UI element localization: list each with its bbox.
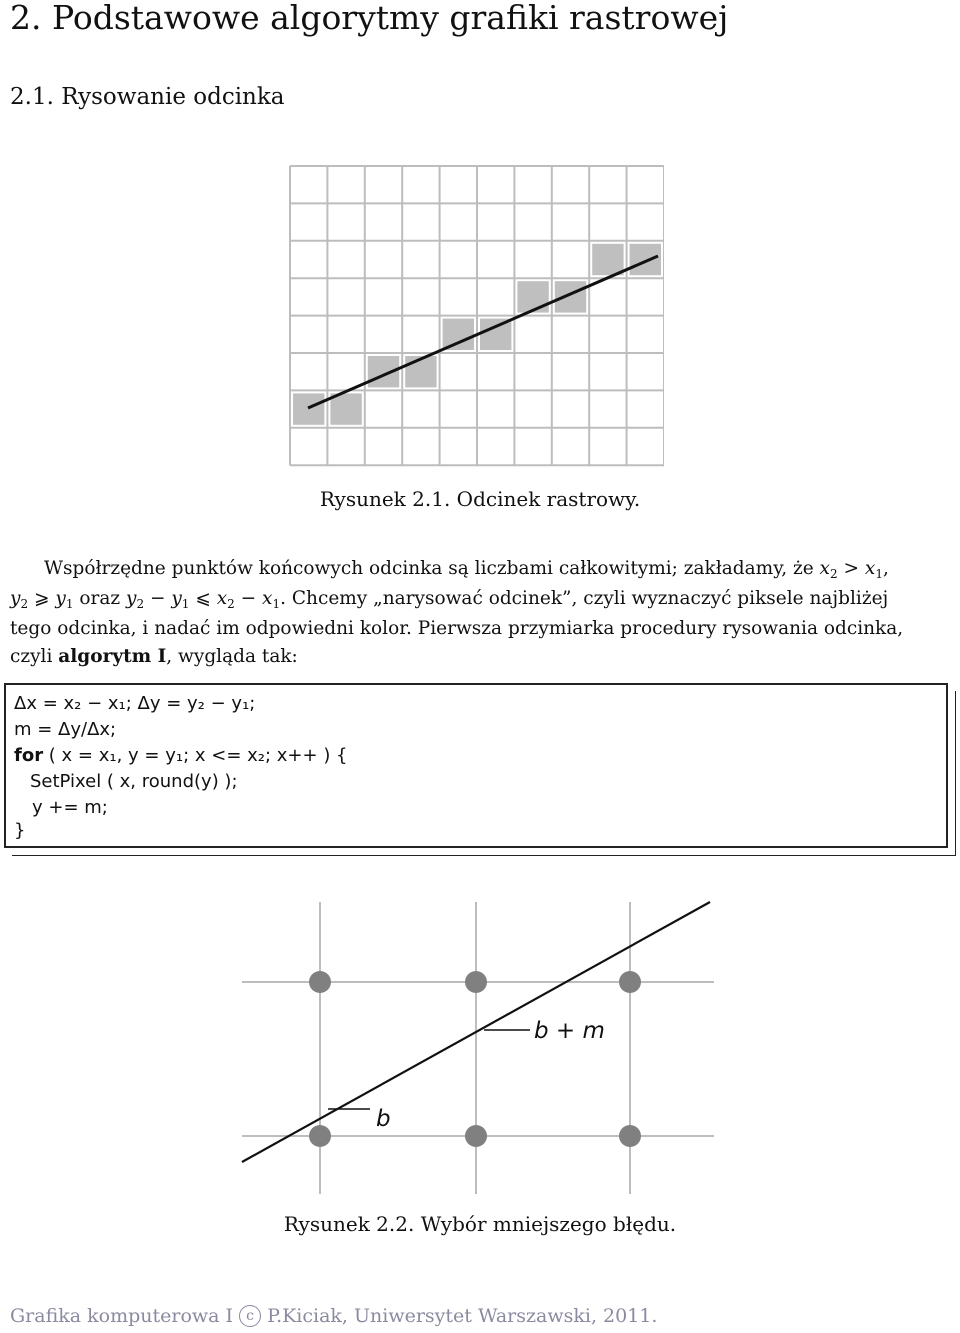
lattice-point: [619, 1125, 641, 1147]
page-footer: Grafika komputerowa I c P.Kiciak, Uniwersytet Warszawski, 2011.: [10, 1305, 658, 1327]
code-line: SetPixel ( x, round(y) );: [30, 771, 238, 792]
for-keyword: for: [14, 745, 44, 766]
paragraph-line: tego odcinka, i nadać im odpowiedni kolor. Pierwsza przymiarka procedury rysowania odcinka,: [10, 618, 904, 639]
raster-pixel: [330, 393, 361, 424]
code-line: m = Δy/Δx;: [14, 719, 117, 740]
code-line: Δx = x₂ − x₁; Δy = y₂ − y₁;: [14, 693, 256, 714]
algorithm-code-box: [4, 683, 948, 848]
raster-pixel: [443, 319, 474, 350]
figure-caption: Rysunek 2.1. Odcinek rastrowy.: [319, 487, 641, 511]
algorithm-name: algorytm I: [58, 646, 167, 667]
code-line: y += m;: [32, 797, 108, 818]
lattice-grid: [242, 902, 714, 1194]
lattice-point: [309, 1125, 331, 1147]
code-line: }: [14, 820, 26, 841]
raster-pixel: [555, 281, 586, 312]
label-b-plus-m: b + m: [534, 1018, 605, 1044]
section-title: 2.1. Rysowanie odcinka: [10, 84, 285, 110]
paragraph-line: $y_2$ ⩾ $y_1$ oraz $y_2 - y_1$ ⩽ $x_2 - x_1$. Chcemy „narysować odcinek”, czyli wyznaczyć piksele najbliżej: [10, 588, 889, 611]
raster-line-figure: [288, 164, 664, 468]
paragraph-line: Współrzędne punktów końcowych odcinka są liczbami całkowitymi; zakładamy, że $x_2 > x_1$,: [44, 558, 889, 581]
label-b: b: [376, 1106, 391, 1132]
chapter-title: 2. Podstawowe algorytmy grafiki rastrowej: [10, 0, 729, 37]
paragraph-line: czyli algorytm I, wygląda tak:: [10, 646, 298, 667]
code-line: for ( x = x₁, y = y₁; x <= x₂; x++ ) {: [14, 745, 348, 766]
raster-pixel: [405, 356, 436, 387]
figure-caption: Rysunek 2.2. Wybór mniejszego błędu.: [283, 1212, 677, 1236]
error-choice-figure: [238, 898, 718, 1198]
copyright-symbol: c: [239, 1305, 261, 1327]
lattice-point: [309, 971, 331, 993]
lattice-point: [465, 971, 487, 993]
raster-pixel: [592, 244, 623, 275]
lattice-point: [619, 971, 641, 993]
raster-pixel: [517, 281, 548, 312]
raster-pixel: [630, 244, 661, 275]
lattice-point: [465, 1125, 487, 1147]
